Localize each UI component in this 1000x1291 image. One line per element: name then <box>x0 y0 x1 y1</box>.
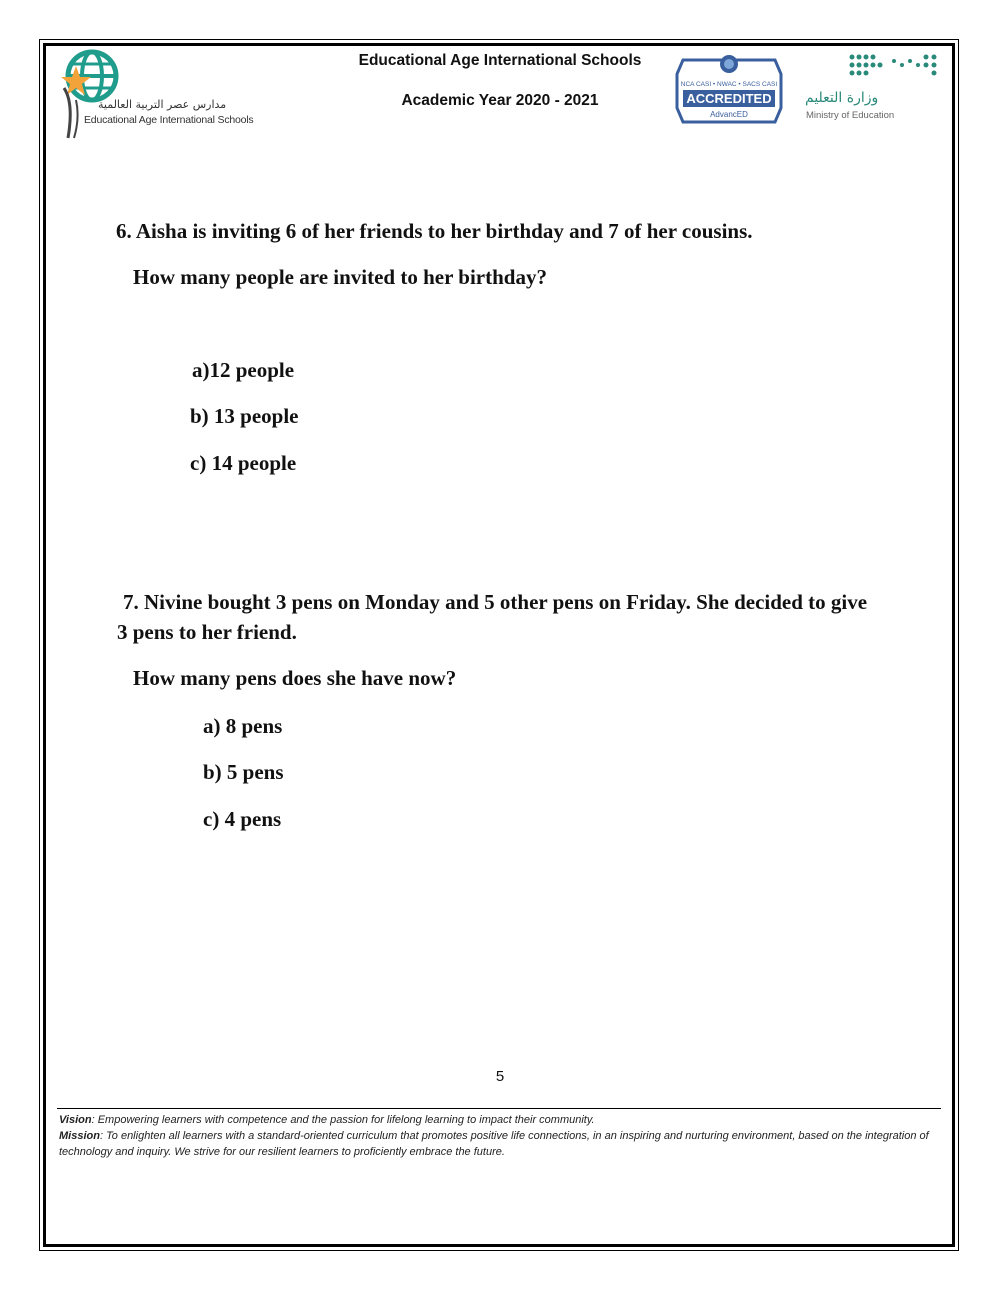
question-6-option-c[interactable]: c) 14 people <box>190 451 297 475</box>
school-name-heading: Educational Age International Schools <box>358 52 642 69</box>
ministry-dots-icon <box>846 52 942 80</box>
page-number: 5 <box>495 1068 505 1085</box>
vision-label: Vision <box>59 1114 92 1126</box>
vision-statement <box>59 1112 939 1128</box>
question-7-option-a[interactable]: a) 8 pens <box>203 714 283 738</box>
mission-text: : To enlighten all learners with a standard-oriented curriculum that promotes positive life connections, in an inspiring and nurturing environment, based on the integration of technology and inquiry. We strive for our resilient learners to proficiently embrace the future. <box>59 1130 929 1158</box>
question-7-prompt: How many pens does she have now? <box>133 666 457 690</box>
question-7-option-c[interactable]: c) 4 pens <box>203 807 282 831</box>
accredited-badge <box>673 50 785 132</box>
mission-statement <box>59 1128 939 1160</box>
badge-top-text: NCA CASI • NWAC • SACS CASI <box>680 81 778 88</box>
question-6-option-a[interactable]: a)12 people <box>192 358 295 382</box>
question-7-option-b[interactable]: b) 5 pens <box>203 760 284 784</box>
school-logo-english-text: Educational Age International Schools <box>84 114 254 126</box>
question-6-prompt: How many people are invited to her birthday? <box>133 265 547 289</box>
question-6-option-b[interactable]: b) 13 people <box>190 404 299 428</box>
academic-year-heading: Academic Year 2020 - 2021 <box>401 92 599 109</box>
question-7-text-continued: 3 pens to her friend. <box>117 620 297 644</box>
question-6-text: 6. Aisha is inviting 6 of her friends to her birthday and 7 of her cousins. <box>116 219 753 243</box>
badge-main-text: ACCREDITED <box>686 91 772 106</box>
school-logo-arabic-text: مدارس عصر التربية العالمية <box>98 98 227 111</box>
badge-bottom-text: AdvancED <box>710 110 748 119</box>
footer-divider <box>57 1108 941 1109</box>
footer <box>59 1112 939 1160</box>
mission-label: Mission <box>59 1130 100 1142</box>
vision-text: : Empowering learners with competence and the passion for lifelong learning to impact their community. <box>91 1114 595 1126</box>
ministry-arabic-text: وزارة التعليم <box>805 90 879 106</box>
question-7-text: 7. Nivine bought 3 pens on Monday and 5 other pens on Friday. She decided to give <box>123 590 868 614</box>
ministry-english-text: Ministry of Education <box>806 110 895 121</box>
